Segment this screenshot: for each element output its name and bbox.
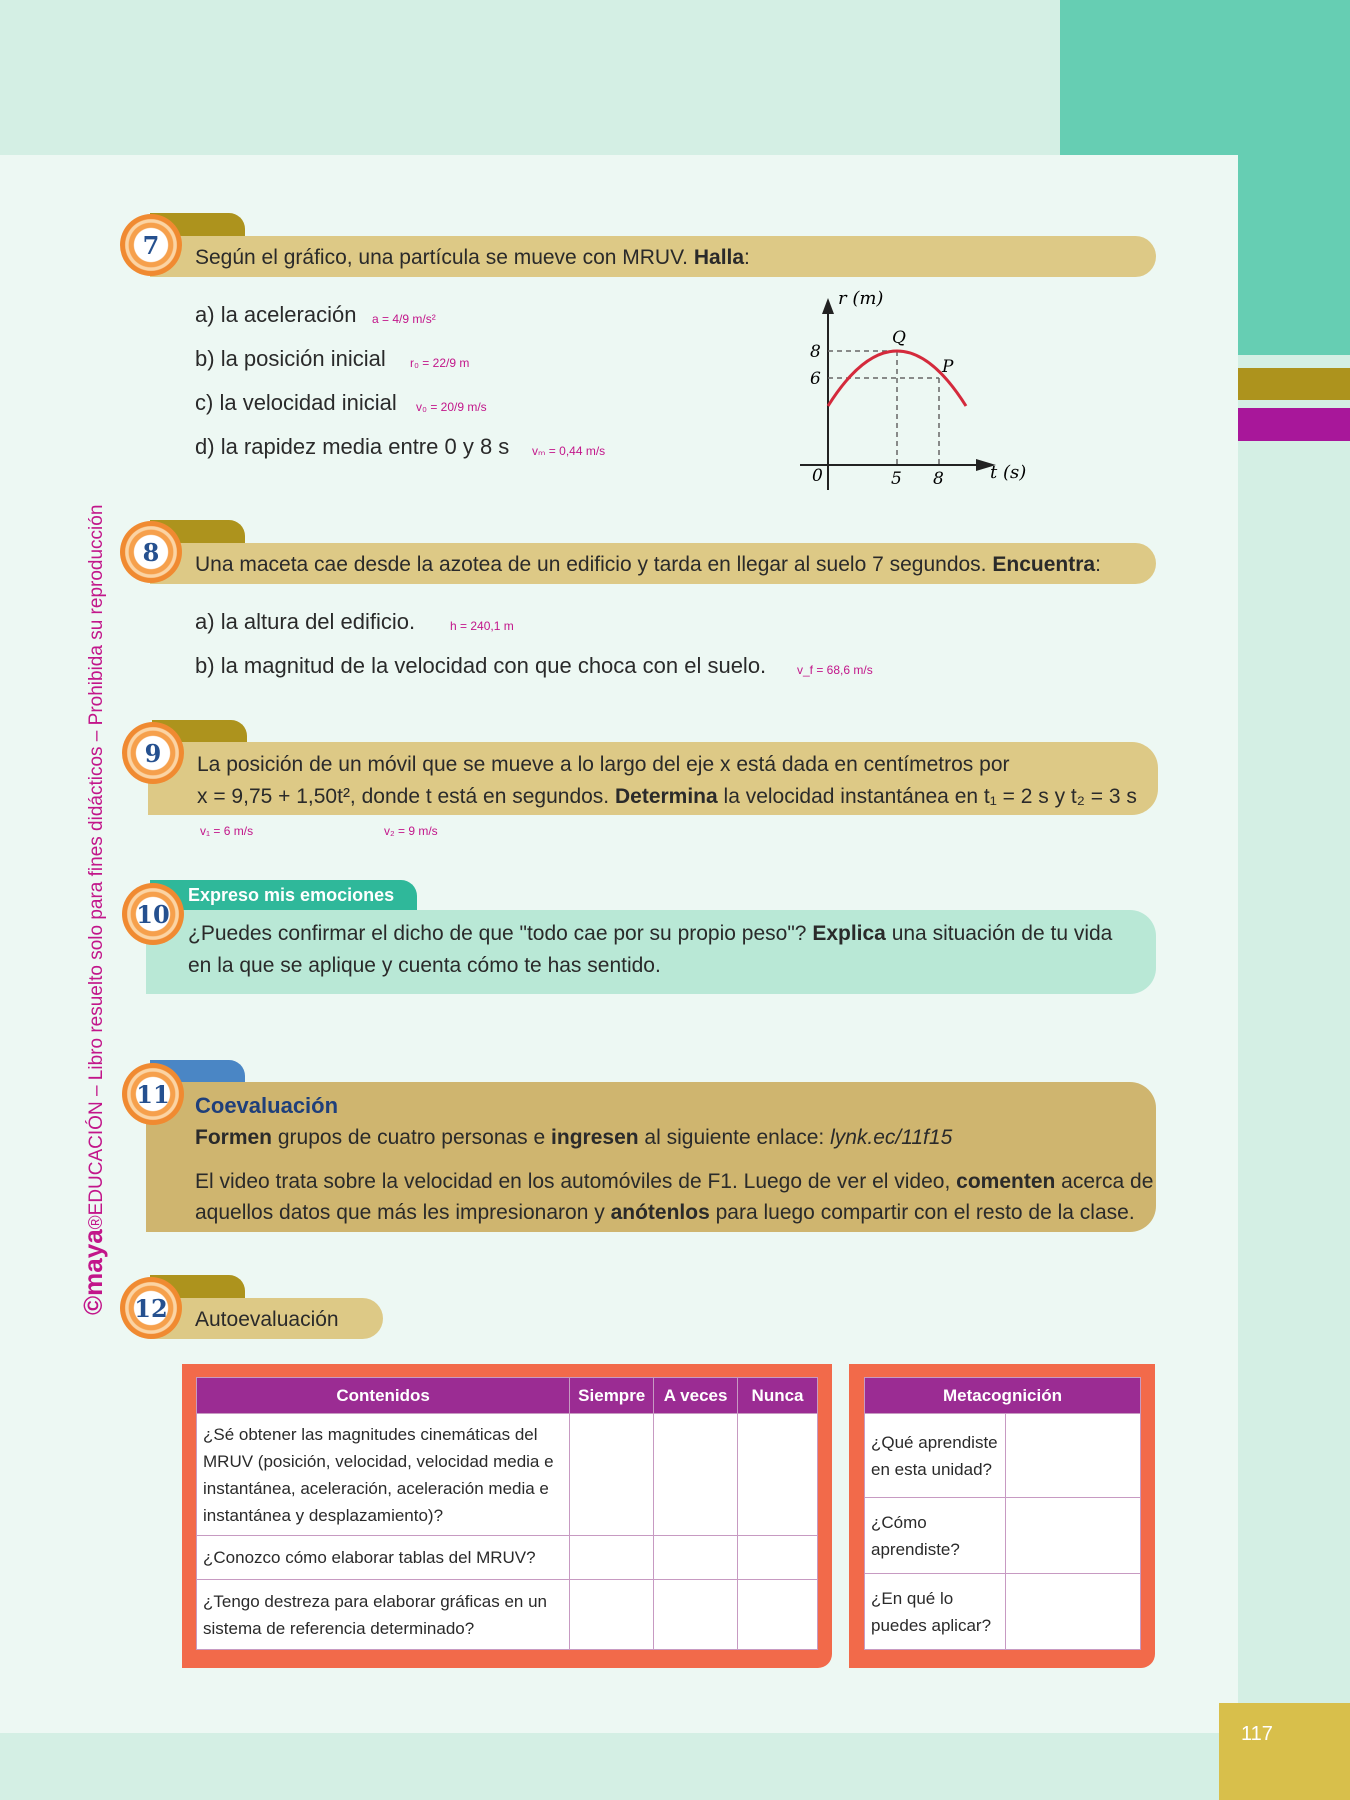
answer-cell[interactable]: [1005, 1414, 1140, 1498]
q8-answer-b: v_f = 68,6 m/s: [797, 663, 873, 677]
q10-line1: ¿Puedes confirmar el dicho de que "todo cae por su propio peso"? Explica una situación de tu vida: [188, 922, 1113, 945]
q11-title: Coevaluación: [195, 1093, 339, 1118]
bottom-band: [0, 1733, 1350, 1800]
answer-cell[interactable]: [1005, 1498, 1140, 1574]
q10-tab: Expreso mis emociones: [150, 880, 417, 912]
header-a-veces: A veces: [654, 1378, 738, 1414]
position-time-graph: [790, 290, 1030, 500]
side-margin: [1238, 355, 1350, 1705]
q11-number-badge: 11: [122, 1063, 184, 1125]
table-row: [197, 1580, 818, 1650]
check-cell[interactable]: [738, 1414, 818, 1536]
table-row: [865, 1574, 1141, 1650]
x-axis-label: t (s): [990, 462, 1027, 483]
meta-question: ¿Qué aprendiste en esta unidad?: [865, 1414, 1006, 1498]
q9-answer-1: v₁ = 6 m/s: [200, 824, 254, 838]
meta-question: ¿Cómo aprendiste?: [865, 1498, 1006, 1574]
answer-cell[interactable]: [1005, 1574, 1140, 1650]
q7-item-c: c) la velocidad inicial: [195, 390, 397, 415]
check-cell[interactable]: [570, 1580, 654, 1650]
top-band: [0, 0, 1060, 155]
row-question: ¿Sé obtener las magnitudes cinemáticas del MRUV (posición, velocidad, velocidad media e instantánea, aceleración, aceleración media e instantánea y desplazamiento)?: [197, 1414, 570, 1536]
q12-number-badge: 12: [120, 1277, 182, 1339]
row-question: ¿Conozco cómo elaborar tablas del MRUV?: [197, 1536, 570, 1580]
q7-number-badge: 7: [120, 214, 182, 276]
q7-item-d: d) la rapidez media entre 0 y 8 s: [195, 434, 510, 459]
table-row: [865, 1414, 1141, 1498]
q7-item-b: b) la posición inicial: [195, 346, 386, 371]
header-contenidos: Contenidos: [197, 1378, 570, 1414]
q10-number-badge: 10: [122, 883, 184, 945]
q11-link[interactable]: lynk.ec/11f15: [830, 1126, 953, 1149]
q8-prompt: Una maceta cae desde la azotea de un edificio y tarda en llegar al suelo 7 segundos. Encuentra:: [195, 553, 1101, 576]
q7-answer-c: v₀ = 20/9 m/s: [416, 400, 487, 414]
header-siempre: Siempre: [570, 1378, 654, 1414]
q9-line1: La posición de un móvil que se mueve a lo largo del eje x está dada en centímetros por: [197, 753, 1010, 776]
q7-answer-b: r₀ = 22/9 m: [410, 356, 470, 370]
check-cell[interactable]: [570, 1414, 654, 1536]
table-row: [197, 1536, 818, 1580]
q7-item-a: a) la aceleración: [195, 302, 357, 327]
q9-number-badge: 9: [122, 722, 184, 784]
point-q-label: Q: [892, 328, 906, 348]
check-cell[interactable]: [738, 1536, 818, 1580]
origin-label: 0: [812, 466, 823, 486]
check-cell[interactable]: [654, 1580, 738, 1650]
y-tick-6: 6: [810, 369, 821, 389]
q11-paragraph-line2: aquellos datos que más les impresionaron y anótenlos para luego compartir con el resto de la clase.: [195, 1201, 1135, 1224]
q9-line2: x = 9,75 + 1,50t², donde t está en segundos. Determina la velocidad instantánea en t₁ = 2 s y t₂ = 3 s: [197, 785, 1137, 808]
point-p-label: P: [942, 357, 954, 377]
magenta-stripe: [1238, 408, 1350, 441]
metacognition-table: [864, 1377, 1141, 1650]
meta-question: ¿En qué lo puedes aplicar?: [865, 1574, 1006, 1650]
q10-line2: en la que se aplique y cuenta cómo te has sentido.: [188, 954, 661, 977]
table-row: [197, 1414, 818, 1536]
gold-stripe: [1238, 368, 1350, 400]
copyright-note: ©maya®EDUCACIÓN – Libro resuelto solo para fines didácticos – Prohibida su reproducción: [78, 504, 108, 1315]
page-number: 117: [1219, 1703, 1350, 1800]
q8-number-badge: 8: [120, 521, 182, 583]
q9-answer-2: v₂ = 9 m/s: [384, 824, 438, 838]
q11-instructions: Formen grupos de cuatro personas e ingresen al siguiente enlace: lynk.ec/11f15: [195, 1126, 953, 1149]
q8-answer-a: h = 240,1 m: [450, 619, 514, 633]
q7-prompt: Según el gráfico, una partícula se mueve con MRUV. Halla:: [195, 246, 750, 269]
check-cell[interactable]: [654, 1414, 738, 1536]
q12-title: Autoevaluación: [195, 1308, 339, 1331]
header-nunca: Nunca: [738, 1378, 818, 1414]
q7-answer-a: a = 4/9 m/s²: [372, 312, 436, 326]
q11-paragraph-line1: El video trata sobre la velocidad en los automóviles de F1. Luego de ver el video, comenten acerca de: [195, 1170, 1154, 1193]
q7-answer-d: vₘ = 0,44 m/s: [532, 444, 606, 458]
y-tick-8: 8: [810, 342, 821, 362]
header-metacognicion: Metacognición: [865, 1378, 1141, 1414]
self-eval-table: [196, 1377, 818, 1650]
x-tick-5: 5: [891, 469, 902, 489]
check-cell[interactable]: [738, 1580, 818, 1650]
check-cell[interactable]: [570, 1536, 654, 1580]
q8-item-a: a) la altura del edificio.: [195, 609, 416, 634]
y-axis-label: r (m): [838, 290, 884, 309]
check-cell[interactable]: [654, 1536, 738, 1580]
q8-item-b: b) la magnitud de la velocidad con que choca con el suelo.: [195, 653, 767, 678]
table-row: [865, 1498, 1141, 1574]
y-axis-arrow: [822, 298, 834, 314]
row-question: ¿Tengo destreza para elaborar gráficas en un sistema de referencia determinado?: [197, 1580, 570, 1650]
x-tick-8: 8: [933, 469, 944, 489]
